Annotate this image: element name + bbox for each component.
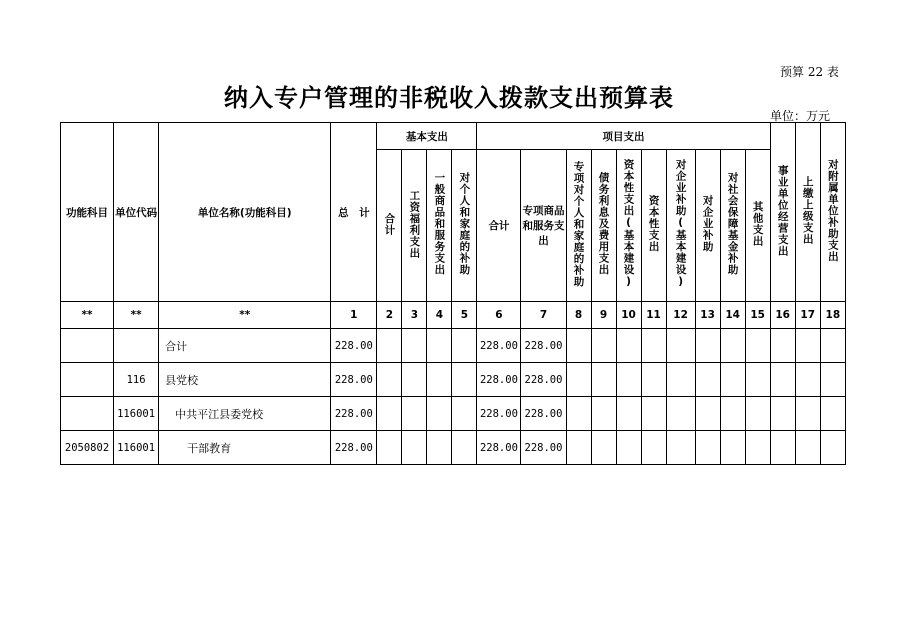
cell-empty [770, 329, 795, 363]
index-cell: 3 [402, 302, 427, 329]
cell-empty [695, 431, 720, 465]
index-cell: 16 [770, 302, 795, 329]
cell-project-total: 228.00 [477, 329, 521, 363]
cell-empty [745, 431, 770, 465]
cell-empty [452, 431, 477, 465]
cell-code: 116 [114, 363, 159, 397]
cell-basic-total [377, 431, 402, 465]
index-cell: ** [159, 302, 331, 329]
cell-empty [641, 329, 666, 363]
cell-empty [745, 397, 770, 431]
index-cell: ** [61, 302, 114, 329]
header-project-6: 对企业补助(基本建设) [666, 150, 695, 302]
header-basic-2: 一般商品和服务支出 [427, 150, 452, 302]
header-tail-1: 上缴上级支出 [795, 123, 820, 302]
cell-empty [402, 397, 427, 431]
cell-empty [795, 329, 820, 363]
cell-empty [427, 329, 452, 363]
index-cell: 18 [820, 302, 845, 329]
header-project-4: 资本性支出(基本建设) [616, 150, 641, 302]
cell-empty [745, 363, 770, 397]
cell-empty [770, 431, 795, 465]
header-project: 项目支出 [477, 123, 770, 150]
index-cell: 4 [427, 302, 452, 329]
cell-basic-total [377, 397, 402, 431]
cell-empty [452, 397, 477, 431]
header-project-9: 其他支出 [745, 150, 770, 302]
header-project-5: 资本性支出 [641, 150, 666, 302]
cell-empty [795, 397, 820, 431]
unit-label: 单位：万元 [770, 109, 831, 123]
cell-empty [795, 363, 820, 397]
cell-empty [616, 363, 641, 397]
cell-empty [402, 329, 427, 363]
cell-empty [666, 363, 695, 397]
cell-empty [616, 431, 641, 465]
cell-project-total: 228.00 [477, 397, 521, 431]
index-cell: 13 [695, 302, 720, 329]
cell-empty [427, 431, 452, 465]
cell-project-goods: 228.00 [521, 431, 566, 465]
cell-empty [720, 329, 745, 363]
cell-empty [770, 397, 795, 431]
header-tail-0: 事业单位经营支出 [770, 123, 795, 302]
cell-unit-name: 合计 [159, 329, 331, 363]
cell-empty [720, 363, 745, 397]
cell-code: 116001 [114, 431, 159, 465]
header-project-1: 专项商品和服务支出 [521, 150, 566, 302]
header-total: 总 计 [331, 123, 377, 302]
cell-empty [566, 431, 591, 465]
cell-unit-name: 干部教育 [159, 431, 331, 465]
table-row [61, 363, 846, 397]
cell-empty [820, 431, 845, 465]
cell-empty [695, 329, 720, 363]
cell-empty [820, 363, 845, 397]
cell-empty [566, 329, 591, 363]
page-title: 纳入专户管理的非税收入拨款支出预算表 [224, 84, 674, 112]
header-basic: 基本支出 [377, 123, 477, 150]
header-basic-1: 工资福利支出 [402, 150, 427, 302]
cell-total: 228.00 [331, 431, 377, 465]
cell-subject [61, 329, 114, 363]
index-cell: 12 [666, 302, 695, 329]
cell-empty [641, 397, 666, 431]
cell-total: 228.00 [331, 329, 377, 363]
header-project-8: 对社会保障基金补助 [720, 150, 745, 302]
form-number: 预算 22 表 [780, 65, 839, 79]
cell-empty [402, 431, 427, 465]
cell-project-total: 228.00 [477, 431, 521, 465]
cell-empty [795, 431, 820, 465]
index-cell: 11 [641, 302, 666, 329]
table-row [61, 397, 846, 431]
cell-project-goods: 228.00 [521, 363, 566, 397]
header-basic-3: 对个人和家庭的补助 [452, 150, 477, 302]
index-cell: 10 [616, 302, 641, 329]
index-cell: 6 [477, 302, 521, 329]
index-cell: 9 [591, 302, 616, 329]
header-unit-name: 单位名称(功能科目) [159, 123, 331, 302]
cell-empty [427, 397, 452, 431]
cell-subject [61, 397, 114, 431]
cell-project-goods: 228.00 [521, 397, 566, 431]
table-row [61, 329, 846, 363]
cell-code: 116001 [114, 397, 159, 431]
cell-empty [616, 329, 641, 363]
header-project-2: 专项对个人和家庭的补助 [566, 150, 591, 302]
index-row [61, 302, 846, 329]
header-unit-code: 单位代码 [114, 123, 159, 302]
cell-empty [641, 431, 666, 465]
cell-project-goods: 228.00 [521, 329, 566, 363]
cell-empty [820, 397, 845, 431]
cell-project-total: 228.00 [477, 363, 521, 397]
cell-empty [695, 363, 720, 397]
cell-total: 228.00 [331, 363, 377, 397]
budget-table [60, 122, 846, 465]
cell-empty [591, 431, 616, 465]
index-cell: 2 [377, 302, 402, 329]
index-cell: 5 [452, 302, 477, 329]
cell-subject: 2050802 [61, 431, 114, 465]
header-basic-0: 合计 [377, 150, 402, 302]
cell-empty [566, 363, 591, 397]
cell-empty [402, 363, 427, 397]
cell-empty [666, 431, 695, 465]
index-cell: 17 [795, 302, 820, 329]
cell-code [114, 329, 159, 363]
cell-empty [770, 363, 795, 397]
header-project-0: 合计 [477, 150, 521, 302]
cell-empty [427, 363, 452, 397]
index-cell: 7 [521, 302, 566, 329]
cell-empty [591, 397, 616, 431]
cell-unit-name: 中共平江县委党校 [159, 397, 331, 431]
header-tail-2: 对附属单位补助支出 [820, 123, 845, 302]
cell-basic-total [377, 363, 402, 397]
cell-empty [720, 397, 745, 431]
index-cell: 1 [331, 302, 377, 329]
index-cell: 14 [720, 302, 745, 329]
cell-empty [566, 397, 591, 431]
cell-total: 228.00 [331, 397, 377, 431]
cell-empty [452, 329, 477, 363]
index-cell: 8 [566, 302, 591, 329]
table-row [61, 431, 846, 465]
cell-empty [452, 363, 477, 397]
cell-basic-total [377, 329, 402, 363]
cell-empty [641, 363, 666, 397]
cell-empty [666, 329, 695, 363]
header-func-subject: 功能科目 [61, 123, 114, 302]
header-project-3: 债务利息及费用支出 [591, 150, 616, 302]
cell-empty [666, 397, 695, 431]
cell-empty [591, 363, 616, 397]
index-cell: ** [114, 302, 159, 329]
index-cell: 15 [745, 302, 770, 329]
cell-empty [695, 397, 720, 431]
cell-unit-name: 县党校 [159, 363, 331, 397]
cell-subject [61, 363, 114, 397]
cell-empty [745, 329, 770, 363]
header-project-7: 对企业补助 [695, 150, 720, 302]
cell-empty [616, 397, 641, 431]
cell-empty [820, 329, 845, 363]
cell-empty [720, 431, 745, 465]
cell-empty [591, 329, 616, 363]
